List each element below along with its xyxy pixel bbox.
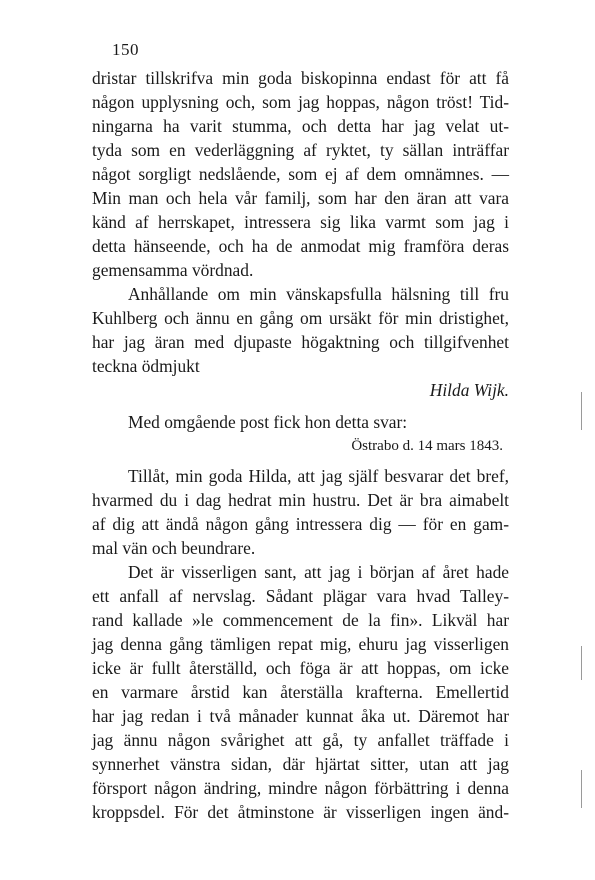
text-line: mal vän och beundrare. (92, 538, 256, 558)
text-line: jag denna gång tämligen repat mig, ehuru jag visserligen (92, 634, 509, 654)
signature: Hilda Wijk. (429, 380, 509, 400)
text-line: känd af herrskapet, intressera sig lika varmt som jag i (92, 212, 509, 232)
text-line: kroppsdel. För det åtminstone är visserligen ingen änd- (92, 802, 509, 822)
page-number: 150 (112, 40, 139, 59)
text-line: jag ännu någon svårighet att gå, ty anfallet träffade i (92, 730, 509, 750)
text-line: försport någon ändring, mindre någon förbättring i denna (92, 778, 509, 798)
text-line: Min man och hela vår familj, som har den äran att vara (92, 188, 509, 208)
dateline: Östrabo d. 14 mars 1843. (351, 438, 503, 454)
text-line: har jag redan i två månader kunnat åka ut. Däremot har (92, 706, 509, 726)
scan-margin-mark (581, 392, 582, 430)
text-line: icke är fullt återställd, och föga är att hoppas, om icke (92, 658, 509, 678)
text-line: ningarna ha varit stumma, och detta har jag velat ut- (92, 116, 509, 136)
text-line: ett anfall af nervslag. Sådant plägar vara hvad Talley- (92, 586, 509, 606)
text-line: tyda som en vederläggning af ryktet, ty sällan inträffar (92, 140, 509, 160)
text-line: gemensamma vördnad. (92, 260, 254, 280)
text-line: synnerhet vänstra sidan, där hjärtat sitter, utan att jag (92, 754, 509, 774)
text-line: Anhållande om min vänskapsfulla hälsning till fru (128, 284, 509, 304)
text-line: detta hänseende, och ha de anmodat mig framföra deras (92, 236, 509, 256)
text-line: något sorgligt nedslående, som ej af dem omnämnes. — (92, 164, 509, 184)
text-line: Det är visserligen sant, att jag i början af året hade (128, 562, 509, 582)
text-line: en varmare årstid kan återställa krafterna. Emellertid (92, 682, 509, 702)
letter-paragraph-1 (92, 66, 509, 824)
text-line: hvarmed du i dag hedrat min hustru. Det är bra aimabelt (92, 490, 509, 510)
text-line: dristar tillskrifva min goda biskopinna endast för att få (92, 68, 509, 88)
scan-margin-mark (581, 646, 582, 680)
intro-line: Med omgående post fick hon detta svar: (128, 412, 408, 432)
text-line: teckna ödmjukt (92, 356, 200, 376)
text-line: Kuhlberg och ännu en gång om ursäkt för min dristighet, (92, 308, 509, 328)
text-line: rand kallade »le commencement de la fin». Likväl har (92, 610, 509, 630)
text-line: af dig att ändå någon gång intressera dig — för en gam- (92, 514, 509, 534)
text-line: har jag äran med djupaste högaktning och tillgifvenhet (92, 332, 509, 352)
scan-margin-mark (581, 770, 582, 808)
text-line: någon upplysning och, som jag hoppas, någon tröst! Tid- (92, 92, 509, 112)
text-line: Tillåt, min goda Hilda, att jag själf besvarar det bref, (128, 466, 509, 486)
